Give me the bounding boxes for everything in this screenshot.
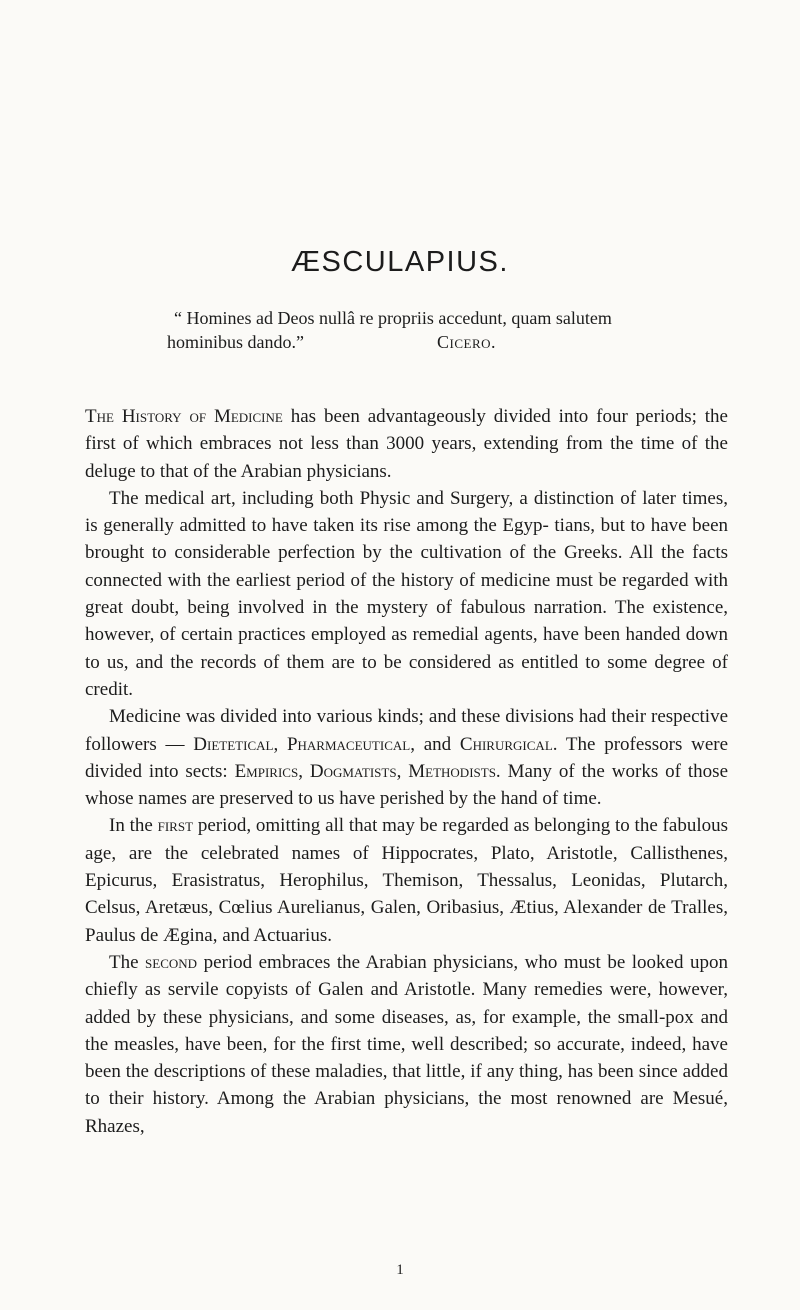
- separator: ,: [298, 760, 310, 782]
- paragraph-text: . Many of the works of those whose names are preserved to us have perished by the hand of time.: [85, 760, 729, 810]
- paragraph: [85, 485, 728, 703]
- epigraph-line: “ Homines ad Deos nullâ re propriis accedunt, quam salutem: [174, 308, 612, 328]
- epigraph-author: Cicero.: [437, 332, 497, 352]
- epigraph-line: hominibus dando.”: [167, 332, 304, 352]
- small-caps-term: Chirurgical: [459, 733, 553, 755]
- separator: ,: [273, 733, 287, 755]
- paragraph: [85, 703, 728, 812]
- separator: , and: [410, 733, 460, 755]
- small-caps-term: Dietetical: [193, 733, 274, 755]
- small-caps-term: second: [145, 951, 198, 973]
- paragraph-text: has been advantageously divided into four periods; the first of which embraces not less than 3000 years, extending from the time of the deluge to that of the Arabian physicians.: [85, 406, 728, 482]
- separator: ,: [396, 760, 409, 782]
- small-caps-term: Methodists: [408, 760, 496, 782]
- small-caps-term: Dogmatists: [309, 760, 397, 782]
- paragraph-text: period, omitting all that may be regarded as belonging to the fabulous age, are the celebrated names of Hippocrates, Plato, Aristotle, Callisthenes, Epicurus, Erasistratus, Herophilus, Themison, Thessalus, Leonidas, Plutarch, Celsus, Aretæus, Cœlius Aurelianus, Galen, Oribasius, Ætius, Alexander de Tralles, Paulus de Ægina, and Actuarius.: [85, 815, 728, 946]
- paragraph: [85, 949, 728, 1140]
- paragraph-text: Medicine was divided into various kinds; and these divisions had their respective followers —: [85, 706, 728, 755]
- body-text: [85, 403, 728, 1140]
- paragraph-text: The medical art, including both Physic and Surgery, a distinction of later times, is generally admitted to have taken its rise among the Egyp- tians, but to have been brought to considerable perfection by the cultivation of the Greeks. All the facts connected with the earliest period of the history of medicine must be regarded with great doubt, being involved in the mystery of fabulous narration. The existence, however, of certain practices employed as remedial agents, have been handed down to us, and the records of them are to be considered as entitled to some degree of credit.: [85, 487, 728, 700]
- small-caps-term: Empirics: [234, 760, 299, 782]
- paragraph: [85, 812, 728, 948]
- paragraph-text: The: [109, 951, 146, 973]
- small-caps-term: Pharmaceutical: [286, 733, 411, 755]
- paragraph: [85, 403, 728, 485]
- paragraph-text: In the: [109, 815, 158, 837]
- paragraph-text: period embraces the Arabian physicians, who must be looked upon chiefly as servile copyists of Galen and Aristotle. Many remedies were, however, added by these physicians, and some diseases, as, for example, the small-pox and the measles, have been, for the first time, well described; so accurate, indeed, have been the descriptions of these maladies, that little, if any thing, has been since added to their history. Among the Arabian physicians, the most renowned are Mesué, Rhazes,: [85, 951, 728, 1137]
- epigraph: [167, 306, 647, 354]
- paragraph-text: . The professors were divided into sects:: [85, 733, 729, 782]
- lead-in: The History of Medicine: [85, 406, 283, 427]
- page-number: 1: [396, 1262, 404, 1278]
- page-title: ÆSCULAPIUS.: [291, 246, 509, 278]
- small-caps-term: first: [157, 815, 194, 837]
